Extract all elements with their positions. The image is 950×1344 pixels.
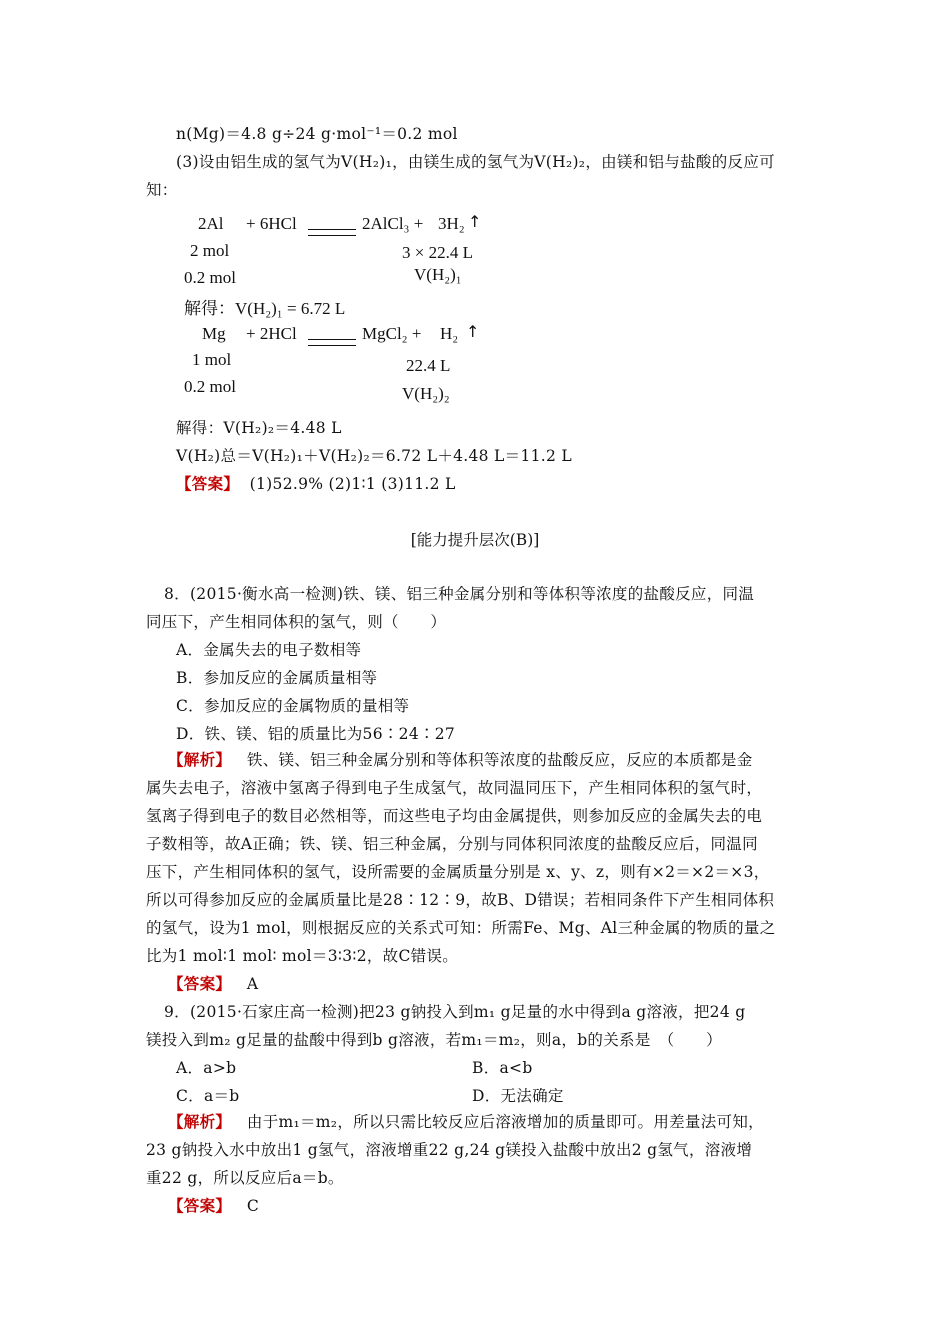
- eq2-product1: MgCl₂ +: [362, 324, 422, 343]
- eq1-r1-mol: 2 mol: [190, 241, 230, 260]
- q9-answer-line: [168, 1196, 259, 1216]
- q8-analysis-line: 属失去电子，溶液中氢离子得到电子生成氢气，故同温同压下，产生相同体积的氢气时，: [146, 779, 763, 797]
- answer-text: C: [246, 1197, 260, 1215]
- eq2-reactant1: Mg: [202, 324, 226, 343]
- q8-option-a: A．金属失去的电子数相等: [176, 641, 362, 659]
- answer-tag: 【答案】: [176, 474, 240, 493]
- q9-option-a: A．a>b: [176, 1059, 237, 1077]
- q8-option-b: B．参加反应的金属质量相等: [176, 669, 378, 687]
- q9-option-c: C．a＝b: [176, 1087, 240, 1105]
- text-line: n(Mg)＝4.8 g÷24 g·mol⁻¹＝0.2 mol: [176, 125, 458, 143]
- q9-analysis-line: 重22 g，所以反应后a＝b。: [146, 1169, 344, 1187]
- q9-stem: 9．(2015·石家庄高一检测)把23 g钠投入到m₁ g足量的水中得到a g溶液，把24 g: [164, 1003, 746, 1021]
- eq1-reactant2: + 6HCl: [246, 214, 297, 233]
- q9-analysis-line: 23 g钠投入水中放出1 g氢气，溶液增重22 g,24 g镁投入盐酸中放出2 g氢气，溶液增: [146, 1141, 753, 1159]
- equals-sign: [306, 331, 358, 351]
- q9-option-d: D．无法确定: [472, 1087, 564, 1105]
- text-line: (3)设由铝生成的氢气为V(H₂)₁，由镁生成的氢气为V(H₂)₂，由镁和铝与盐酸的反应可: [176, 153, 775, 171]
- answer-line: [176, 474, 456, 494]
- section-title: [能力提升层次(B)]: [410, 531, 540, 549]
- q8-stem: 同压下，产生相同体积的氢气，则（ ）: [146, 613, 447, 631]
- eq2-p-unknown: V(H₂)₂: [402, 384, 450, 403]
- q8-analysis-line: 压下，产生相同体积的氢气，设所需要的金属质量分别是 x、y、z，则有×2＝×2＝×3，: [146, 863, 770, 881]
- eq2-r1-given: 0.2 mol: [184, 377, 236, 396]
- analysis-tag: 【解析】: [168, 750, 232, 769]
- answer-text: (1)52.9% (2)1∶1 (3)11.2 L: [249, 475, 456, 493]
- q8-analysis-line: 所以可得参加反应的金属质量比是28∶12∶9，故B、D错误；若相同条件下产生相同体积: [146, 891, 775, 909]
- eq1-reactant1: 2Al: [198, 214, 224, 233]
- eq1-product2: 3H₂: [438, 214, 465, 233]
- eq1-p-unknown: V(H₂)₁: [414, 265, 462, 284]
- answer-tag: 【答案】: [168, 974, 232, 993]
- solve-line-2: 解得：V(H₂)₂＝4.48 L: [176, 419, 342, 437]
- q9-stem: 镁投入到m₂ g足量的盐酸中得到b g溶液，若m₁＝m₂，则a，b的关系是 （ ）: [146, 1031, 722, 1049]
- analysis-text: 由于m₁＝m₂，所以只需比较反应后溶液增加的质量即可。用差量法可知，: [246, 1113, 764, 1131]
- q8-analysis-line: [168, 750, 753, 770]
- eq2-reactant2: + 2HCl: [246, 324, 297, 343]
- equals-sign: [306, 221, 358, 241]
- up-arrow-icon: ↑: [468, 212, 482, 231]
- answer-tag: 【答案】: [168, 1196, 232, 1215]
- q9-analysis-line: [168, 1112, 764, 1132]
- eq2-product2: H₂: [440, 324, 459, 343]
- answer-text: A: [246, 975, 259, 993]
- total-line: V(H₂)总＝V(H₂)₁＋V(H₂)₂＝6.72 L＋4.48 L＝11.2 L: [176, 447, 572, 465]
- up-arrow-icon: ↑: [466, 322, 480, 341]
- q9-option-b: B．a<b: [472, 1059, 533, 1077]
- eq2-r1-mol: 1 mol: [192, 350, 232, 369]
- q8-analysis-line: 子数相等，故A正确；铁、镁、铝三种金属，分别与同体积同浓度的盐酸反应后，同温同: [146, 835, 758, 853]
- eq2-p-vol: 22.4 L: [406, 356, 451, 375]
- eq1-product1: 2AlCl₃ +: [362, 214, 424, 233]
- eq1-r1-given: 0.2 mol: [184, 268, 236, 287]
- q8-stem: 8．(2015·衡水高一检测)铁、镁、铝三种金属分别和等体积等浓度的盐酸反应，同温: [164, 585, 755, 603]
- q8-analysis-line: 的氢气，设为1 mol，则根据反应的关系式可知：所需Fe、Mg、Al三种金属的物质的量之: [146, 919, 776, 937]
- q8-analysis-line: 氢离子得到电子的数目必然相等，而这些电子均由金属提供，则参加反应的金属失去的电: [146, 807, 763, 825]
- q8-option-c: C．参加反应的金属物质的量相等: [176, 697, 410, 715]
- solve-line-1: 解得：V(H₂)₁ = 6.72 L: [184, 299, 346, 318]
- text-line: 知：: [146, 181, 178, 199]
- q8-answer-line: [168, 974, 258, 994]
- analysis-tag: 【解析】: [168, 1112, 232, 1131]
- q8-option-d: D．铁、镁、铝的质量比为56∶24∶27: [176, 725, 456, 743]
- q8-analysis-line: 比为1 mol∶1 mol∶ mol＝3∶3∶2，故C错误。: [146, 947, 459, 965]
- analysis-text: 铁、镁、铝三种金属分别和等体积等浓度的盐酸反应，反应的本质都是金: [246, 751, 753, 769]
- eq1-p-vol: 3 × 22.4 L: [402, 243, 473, 262]
